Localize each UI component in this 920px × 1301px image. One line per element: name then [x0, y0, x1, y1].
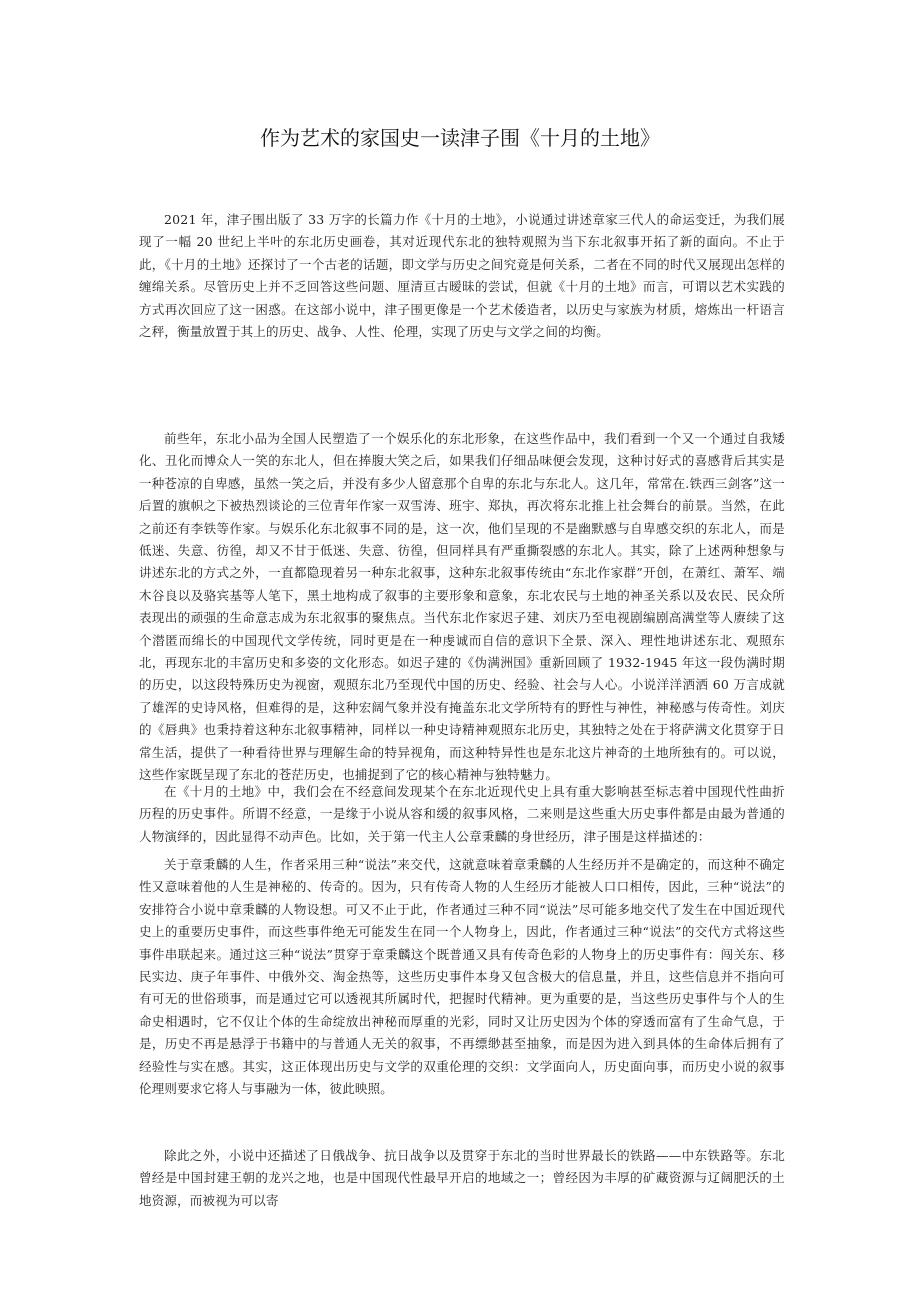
document-title: 作为艺术的家国史一读津子围《十月的土地》 [260, 126, 660, 150]
paragraph-4: 关于章秉麟的人生，作者采用三种“说法”来交代，这就意味着章秉麟的人生经历并不是确定的，而这种不确定性又意味着他的人生是神秘的、传奇的。因为，只有传奇人物的人生经历才能被人口口相传，因此，三种“说法”的安排符合小说中章秉麟的人物设想。可又不止于此，作者通过三种不同“说法”尽可能多地交代了发生在中国近现代史上的重要历史事件，而这些事件绝无可能发生在同一个人物身上，因此，作者通过三种“说法”的交代方式将这些事件串联起来。通过这三种“说法”贯穿于章秉麟这个既普通又具有传奇色彩的人物身上的历史事件有：闯关东、移民实边、庚子年事件、中俄外交、淘金热等，这些历史事件本身又包含极大的信息量，并且，这些信息并不指向可有可无的世俗琐事，而是通过它可以透视其所属时代，把握时代精神。更为重要的是，当这些历史事件与个人的生命史相遇时，它不仅让个体的生命绽放出神秘而厚重的光彩，同时又让历史因为个体的穿透而富有了生命气息，于是，历史不再是悬浮于书籍中的与普通人无关的叙事，不再缥缈甚至抽象，而是因为进入到具体的生命体后拥有了经验性与实在感。其实，这正体现出历史与文学的双重伦理的交织：文学面向人，历史面向事，而历史小说的叙事伦理则要求它将人与事融为一体，彼此映照。 [139, 857, 785, 1097]
paragraph-1: 2021 年，津子围出版了 33 万字的长篇力作《十月的土地》，小说通过讲述章家三代人的命运变迁，为我们展现了一幅 20 世纪上半叶的东北历史画卷，其对近现代东北的独特观照为当下东北叙事开拓了新的面向。不止于此，《十月的土地》还探讨了一个古老的话题，即文学与历史之间究竟是何关系，二者在不同的时代又展现出怎样的缠绵关系。尽管历史上并不乏回答这些问题、厘清亘古暧昧的尝试，但就《十月的土地》而言，可谓以艺术实践的方式再次回应了这一困惑。在这部小说中，津子围更像是一个艺术倭造者，以历史与家族为材质，熔炼出一杆语言之秤，衡量放置于其上的历史、战争、人性、伦理，实现了历史与文学之间的均衡。 [139, 212, 785, 340]
paragraph-5: 除此之外，小说中还描述了日俄战争、抗日战争以及贯穿于东北的当时世界最长的铁路——中东铁路等。东北曾经是中国封建王朝的龙兴之地，也是中国现代性最早开启的地域之一；曾经因为丰厚的矿藏资源与辽阔肥沃的土地资源，而被视为可以寄 [139, 1148, 785, 1208]
paragraph-2: 前些年，东北小品为全国人民塑造了一个娱乐化的东北形象，在这些作品中，我们看到一个又一个通过自我矮化、丑化而博众人一笑的东北人，但在捧腹大笑之后，如果我们仔细品味便会发现，这种讨好式的喜感背后其实是一种苍凉的自卑感，虽然一笑之后，并没有多少人留意那个自卑的东北与东北人。这几年，常常在.铁西三剑客”这一后置的旗帜之下被热烈谈论的三位青年作家一双雪涛、班宇、郑执，再次将东北推上社会舞台的前景。当然，在此之前还有李铁等作家。与娱乐化东北叙事不同的是，这一次，他们呈现的不是幽默感与自卑感交织的东北人，而是低迷、失意、彷徨，却又不甘于低迷、失意、彷徨，但同样具有严重撕裂感的东北人。其实，除了上述两种想象与讲述东北的方式之外，一直都隐现着另一种东北叙事，这种东北叙事传统由“东北作家群”开创，在萧红、萧军、端木谷良以及骆宾基等人笔下，黑土地构成了叙事的主要形象和意象，东北农民与土地的神圣关系以及农民、民众所表现出的顽强的生命意志成为东北叙事的聚焦点。当代东北作家迟子建、刘庆乃至电视剧编剧高满堂等人赓续了这个潜匿而绵长的中国现代文学传统，同时更是在一种虔诚而自信的意识下全景、深入、理性地讲述东北、观照东北，再现东北的丰富历史和多姿的文化形态。如迟子建的《伪满洲国》重新回顾了 1932-1945 年这一段伪满时期的历史，以这段特殊历史为视窗，观照东北乃至现代中国的历史、经验、社会与人心。小说洋洋洒洒 60 万言成就了雄浑的史诗风格，但难得的是，这种宏阔气象并没有掩盖东北文学所特有的野性与神性，神秘感与传奇性。刘庆的《唇典》也秉持着这种东北叙事精神，同样以一种史诗精神观照东北历史，其独特之处在于将萨满文化贯穿于日常生活，提供了一种看待世界与理解生命的特异视角，而这种特异性也是东北这片神奇的土地所独有的。可以说，这些作家既呈现了东北的苍茫历史，也捕捉到了它的核心精神与独特魅力。 [139, 431, 785, 783]
paragraph-3: 在《十月的土地》中，我们会在不经意间发现某个在东北近现代史上具有重大影响甚至标志着中国现代性曲折历程的历史事件。所谓不经意，一是缘于小说从容和缓的叙事风格，二来则是这些重大历史事件都是由最为普通的人物演绎的，因此显得不动声色。比如，关于第一代主人公章秉麟的身世经历，津子围是这样描述的： [139, 784, 785, 844]
